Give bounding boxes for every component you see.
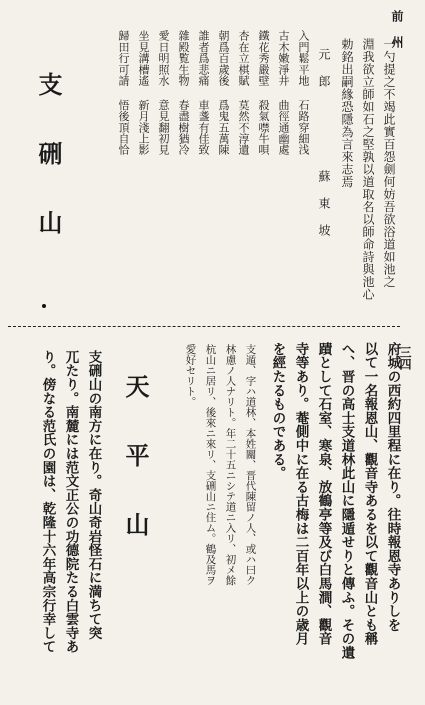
poem-verse-column: 鐵花秀嚴壁 殺氣噤牛唄 xyxy=(257,30,270,156)
page-number: 三四 xyxy=(398,346,412,370)
passage-line: 兀たり。南麓には范文正公の功德院たる白雲寺あ xyxy=(62,350,79,654)
poem-verse-column: 雜殿覧生物 春盡樹猶冷 xyxy=(177,30,190,156)
poem-verse-column: 愛日明照水 意見翻初見 xyxy=(157,30,170,156)
page-header-title: 前 州 xyxy=(390,10,404,48)
poem-verse-column: 入門鬆平地 石路穿細浅 xyxy=(297,30,310,156)
poem-preface-line: 淵我欲立師如石之堅孰以道取名以師命詩與池心 xyxy=(361,38,375,301)
poem-verse-column: 歸田行可請 悟後頂自恰 xyxy=(117,30,130,156)
poem-verse-column: 朝爲百歲後 爲鬼五萬陳 xyxy=(217,30,230,156)
section-divider xyxy=(8,326,400,327)
passage-line: を經たるものである。 xyxy=(269,342,286,480)
section-title-tianpingshan: 天 平 山 xyxy=(121,374,150,544)
note-line: 林慮ノ人ナリト。年二十五ニシテ道ニ入リ、初メ餘 xyxy=(224,344,237,586)
bullet-dot xyxy=(42,304,46,308)
passage-line: り。傍なる范氏の園は、乾隆十六年高宗行幸して xyxy=(39,350,56,654)
passage-line: へ、晋の高士支道林此山に隱遁せりと傳ふ。その遺 xyxy=(338,342,355,660)
note-line: 愛好セリト。 xyxy=(184,344,197,407)
passage-line: 寺等あり。菴側中に在る古梅は二百年以上の歳月 xyxy=(292,342,309,646)
passage-line: 蹟として石室、寒泉、放鶴亭等及び白馬澗、觀音 xyxy=(315,342,332,646)
poem-author-role: 元 郎 xyxy=(317,48,331,88)
poem-preface-line: 勅銘出嗣緣恐隱為言來志焉 xyxy=(340,38,354,188)
poem-verse-column: 坐見溝槽遙 新月淺上影 xyxy=(137,30,150,156)
note-line: 杭山ニ居リ、後來ニ來リ、支硎山ニ住ム。鶴及馬ヲ xyxy=(204,344,217,586)
section-title-zhixingshan: 支 硎 山 xyxy=(34,72,63,242)
poem-verse-column: 古木嫩淨井 曲徑通幽處 xyxy=(277,30,290,156)
passage-line: 府城の西約四里程に在り。往時報恩寺ありしを xyxy=(384,342,401,632)
poem-verse-column: 誰者爲悲痛 車盞有佳致 xyxy=(197,30,210,156)
poem-verse-column: 杏在立棋賦 莫然不淳遺 xyxy=(237,30,250,156)
passage-line: 支硎山の南方に在り。奇山奇岩怪石に満ちて突 xyxy=(85,350,102,640)
poem-preface-line: 一勺提之不竭此實百怨劍何妨吾欲浴道如池之 xyxy=(382,38,396,288)
passage-line: 以て一名報恩山、觀音寺あるを以て觀音山とも稱 xyxy=(361,342,378,646)
poem-author-name: 蘇 東 坡 xyxy=(317,170,331,237)
note-line: 支遁、字ハ道林、本姓關、晋代陳留ノ人、或ハ曰ク xyxy=(244,344,257,586)
